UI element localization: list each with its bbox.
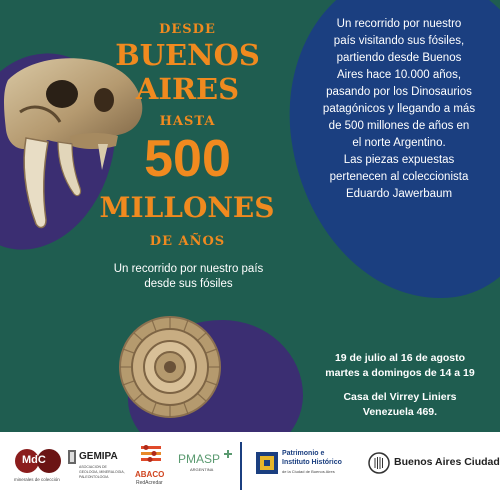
- exhibition-description: [308, 16, 490, 203]
- pmasp-mark: PMASP: [178, 452, 221, 466]
- patrimonio-caption: de la Ciudad de Buenos Aires: [282, 469, 335, 474]
- poster-subtitle: [96, 262, 281, 292]
- headline-city-line2: AIRES: [135, 72, 240, 106]
- description-line: pertenecen al coleccionista: [329, 171, 469, 183]
- description-line: patagónicos y llegando a más: [322, 103, 476, 115]
- pmasp-caption: ARGENTINA: [190, 467, 214, 472]
- headline-city-line1: BUENOS: [115, 38, 260, 72]
- mdc-logo: [14, 448, 62, 488]
- buenos-aires-ciudad-logo: [368, 452, 500, 480]
- event-details: [300, 351, 500, 420]
- subtitle-line: desde sus fósiles: [144, 278, 233, 290]
- event-venue: Casa del Virrey Liniers: [343, 391, 457, 403]
- headline-of-years: DE AÑOS: [149, 234, 226, 249]
- mdc-mark: MdC: [22, 454, 46, 466]
- event-hours: martes a domingos de 14 a 19: [325, 367, 475, 379]
- abaco-mark: ABACO: [135, 470, 165, 479]
- subtitle-line: Un recorrido por nuestro país: [113, 263, 264, 275]
- city-shield-icon: [368, 452, 390, 474]
- description-line: el norte Argentino.: [352, 137, 446, 149]
- ammonite-fossil-image: [110, 305, 230, 425]
- description-line: Aires hace 10.000 años,: [336, 69, 462, 81]
- description-line: Eduardo Jawerbaum: [345, 188, 453, 200]
- headline-from: DESDE: [159, 22, 216, 37]
- headline-until: HASTA: [159, 114, 216, 129]
- mdc-caption: minerales de colección: [14, 477, 60, 482]
- description-line: Las piezas expuestas: [343, 154, 455, 166]
- description-line: partiendo desde Buenos: [336, 52, 462, 64]
- gemipa-mark-icon: [68, 450, 76, 464]
- event-address: Venezuela 469.: [362, 406, 438, 418]
- patrimonio-line2: Instituto Histórico: [282, 459, 342, 466]
- footer-divider: [240, 442, 242, 490]
- sponsor-footer: [0, 432, 500, 500]
- gemipa-logo: [68, 450, 126, 486]
- abaco-caption: RedAcredar: [136, 480, 163, 486]
- plus-icon: [224, 450, 232, 458]
- buenos-aires-ciudad-label: Buenos Aires Ciudad: [394, 456, 500, 468]
- abaco-logo: [132, 442, 172, 492]
- patrimonio-line1: Patrimonio e: [282, 450, 325, 457]
- patrimonio-mark-icon: [256, 452, 278, 474]
- abaco-mark-icon: [139, 442, 163, 468]
- description-line: país visitando sus fósiles,: [333, 35, 465, 47]
- headline-millions: MILLONES: [99, 191, 275, 224]
- gemipa-caption: ASOCIACION DE GEOLOGIA, MINERALOGIA, PALEONTOLOGIA: [79, 465, 125, 479]
- description-line: pasando por los Dinosaurios: [326, 86, 472, 98]
- pmasp-logo: [178, 452, 232, 482]
- gemipa-mark: GEMIPA: [79, 451, 118, 462]
- event-dates: 19 de julio al 16 de agosto: [334, 352, 466, 364]
- patrimonio-logo: [256, 450, 356, 484]
- headline-number: 500: [144, 130, 231, 188]
- description-line: Un recorrido por nuestro: [336, 18, 462, 30]
- description-line: de 500 millones de años en: [328, 120, 470, 132]
- details-spacer: [300, 381, 500, 390]
